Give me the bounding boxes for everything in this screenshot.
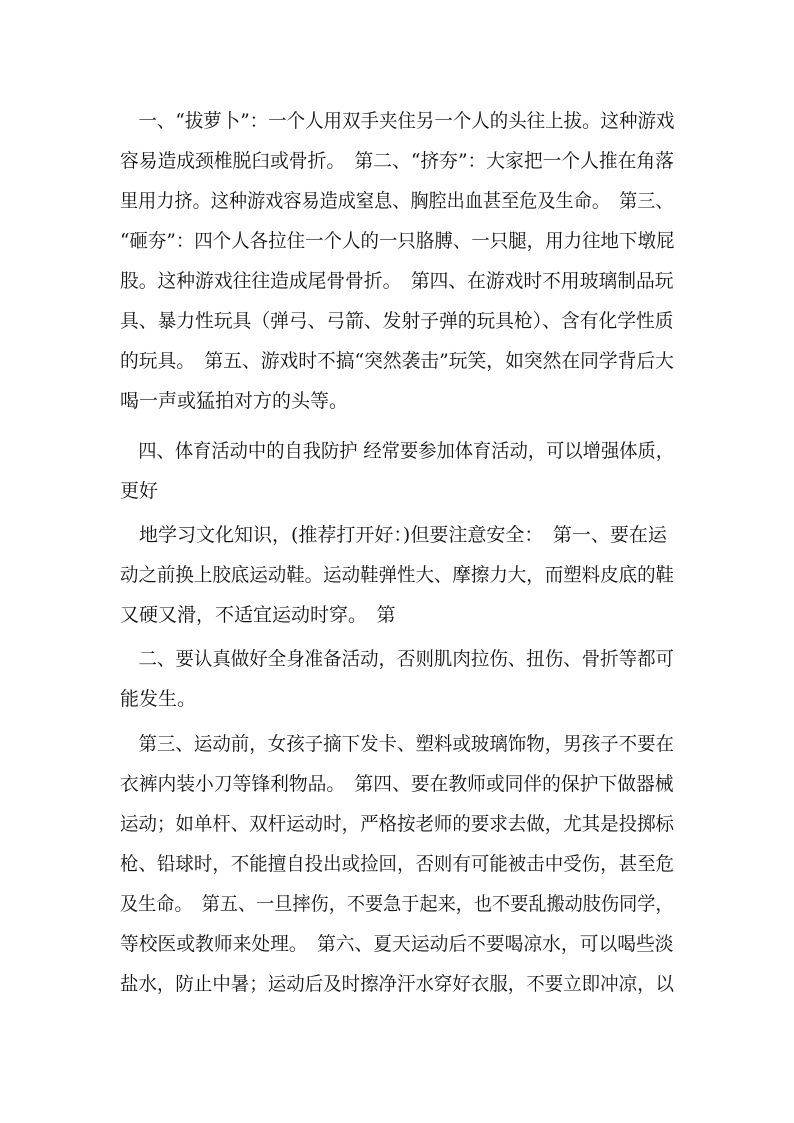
text-line: 运动；如单杆、双杆运动时，严格按老师的要求去做，尤其是投掷标	[120, 813, 675, 835]
text-line: 第三、运动前，女孩子摘下发卡、塑料或玻璃饰物，男孩子不要在	[120, 733, 675, 755]
text-line: 盐水，防止中暑；运动后及时擦净汗水穿好衣服，不要立即冲凉，以	[120, 973, 675, 995]
text-line: 喝一声或猛拍对方的头等。	[120, 390, 349, 412]
text-line: 等校医或教师来处理。 第六、夏天运动后不要喝凉水，可以喝些淡	[120, 933, 674, 955]
text-line: 四、体育活动中的自我防护 经常要参加体育活动，可以增强体质，	[120, 440, 675, 462]
text-line: 枪、铅球时，不能擅自投出或捡回，否则有可能被击中受伤，甚至危	[120, 853, 675, 875]
text-line: 的玩具。 第五、游戏时不搞“突然袭击”玩笑，如突然在同学背后大	[120, 350, 674, 372]
text-line: 更好	[120, 480, 159, 502]
text-line: 及生命。 第五、一旦摔伤，不要急于起来，也不要乱搬动肢伤同学，	[120, 893, 674, 915]
text-line: “砸夯”：四个人各拉住一个人的一只胳膊、一只腿，用力往地下墩屁	[120, 230, 675, 252]
text-line: 里用力挤。这种游戏容易造成窒息、胸腔出血甚至危及生命。 第三、	[120, 190, 674, 212]
text-line: 二、要认真做好全身准备活动，否则肌肉拉伤、扭伤、骨折等都可	[120, 648, 675, 670]
text-line: 能发生。	[120, 688, 197, 710]
text-line: 动之前换上胶底运动鞋。运动鞋弹性大、摩擦力大，而塑料皮底的鞋	[120, 564, 675, 586]
text-line: 容易造成颈椎脱臼或骨折。 第二、“挤夯”：大家把一个人推在角落	[120, 150, 674, 172]
text-line: 又硬又滑，不适宜运动时穿。 第	[120, 604, 396, 626]
text-line: 地学习文化知识，(推荐打开好：)但要注意安全： 第一、要在运	[120, 524, 667, 546]
text-line: 具、暴力性玩具（弹弓、弓箭、发射子弹的玩具枪）、含有化学性质	[120, 310, 674, 332]
text-line: 一、“拔萝卜”：一个人用双手夹住另一个人的头往上拔。这种游戏	[120, 110, 675, 132]
text-line: 衣裤内装小刀等锋利物品。 第四、要在教师或同伴的保护下做器械	[120, 773, 674, 795]
text-line: 股。这种游戏往往造成尾骨骨折。 第四、在游戏时不用玻璃制品玩	[120, 270, 674, 292]
